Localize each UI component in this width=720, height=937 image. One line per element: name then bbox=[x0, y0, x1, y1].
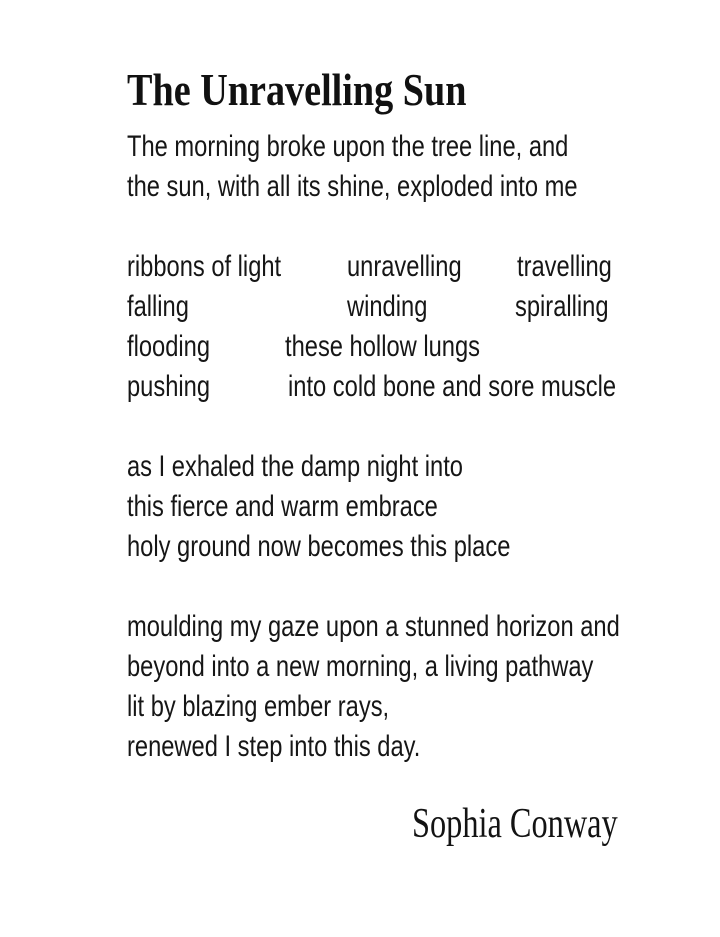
line-column-3: travelling bbox=[517, 250, 612, 283]
poem-line bbox=[127, 687, 667, 727]
poem-line bbox=[127, 607, 667, 647]
line-column-2: into cold bone and sore muscle bbox=[288, 370, 617, 403]
line-column-2: unravelling bbox=[347, 250, 462, 283]
poem-line-text: beyond into a new morning, a living pathway bbox=[127, 650, 594, 683]
line-column-1: ribbons of light bbox=[127, 250, 282, 283]
poem-line bbox=[127, 367, 667, 407]
poem-line bbox=[127, 727, 667, 767]
poem-line-text: the sun, with all its shine, exploded into me bbox=[127, 170, 578, 203]
poem-title: The Unravelling Sun bbox=[127, 64, 467, 115]
poem-line bbox=[127, 647, 667, 687]
poem-line-text: moulding my gaze upon a stunned horizon and bbox=[127, 610, 620, 643]
poem-line bbox=[127, 167, 667, 207]
poem-line bbox=[127, 327, 667, 367]
poem-line bbox=[127, 447, 667, 487]
poem-line bbox=[127, 487, 667, 527]
line-column-1: falling bbox=[127, 290, 189, 323]
poem-line bbox=[127, 247, 667, 287]
author-signature: Sophia Conway bbox=[412, 801, 618, 847]
poem-line-text: holy ground now becomes this place bbox=[127, 530, 511, 563]
poem-line-text: lit by blazing ember rays, bbox=[127, 690, 390, 723]
line-column-1: flooding bbox=[127, 330, 211, 363]
poem-line-text: The morning broke upon the tree line, and bbox=[127, 130, 569, 163]
stanza-break bbox=[127, 207, 667, 247]
line-column-2: these hollow lungs bbox=[285, 330, 480, 363]
stanza-break bbox=[127, 567, 667, 607]
poem-line bbox=[127, 527, 667, 567]
stanza-break bbox=[127, 407, 667, 447]
poem-line bbox=[127, 127, 667, 167]
poem-line-text: as I exhaled the damp night into bbox=[127, 450, 463, 483]
poem-line-text: this fierce and warm embrace bbox=[127, 490, 438, 523]
line-column-1: pushing bbox=[127, 370, 211, 403]
line-column-2: winding bbox=[347, 290, 428, 323]
poem-line-text: renewed I step into this day. bbox=[127, 730, 421, 763]
poem-line bbox=[127, 287, 667, 327]
poem-body bbox=[127, 127, 667, 767]
line-column-3: spiralling bbox=[515, 290, 609, 323]
